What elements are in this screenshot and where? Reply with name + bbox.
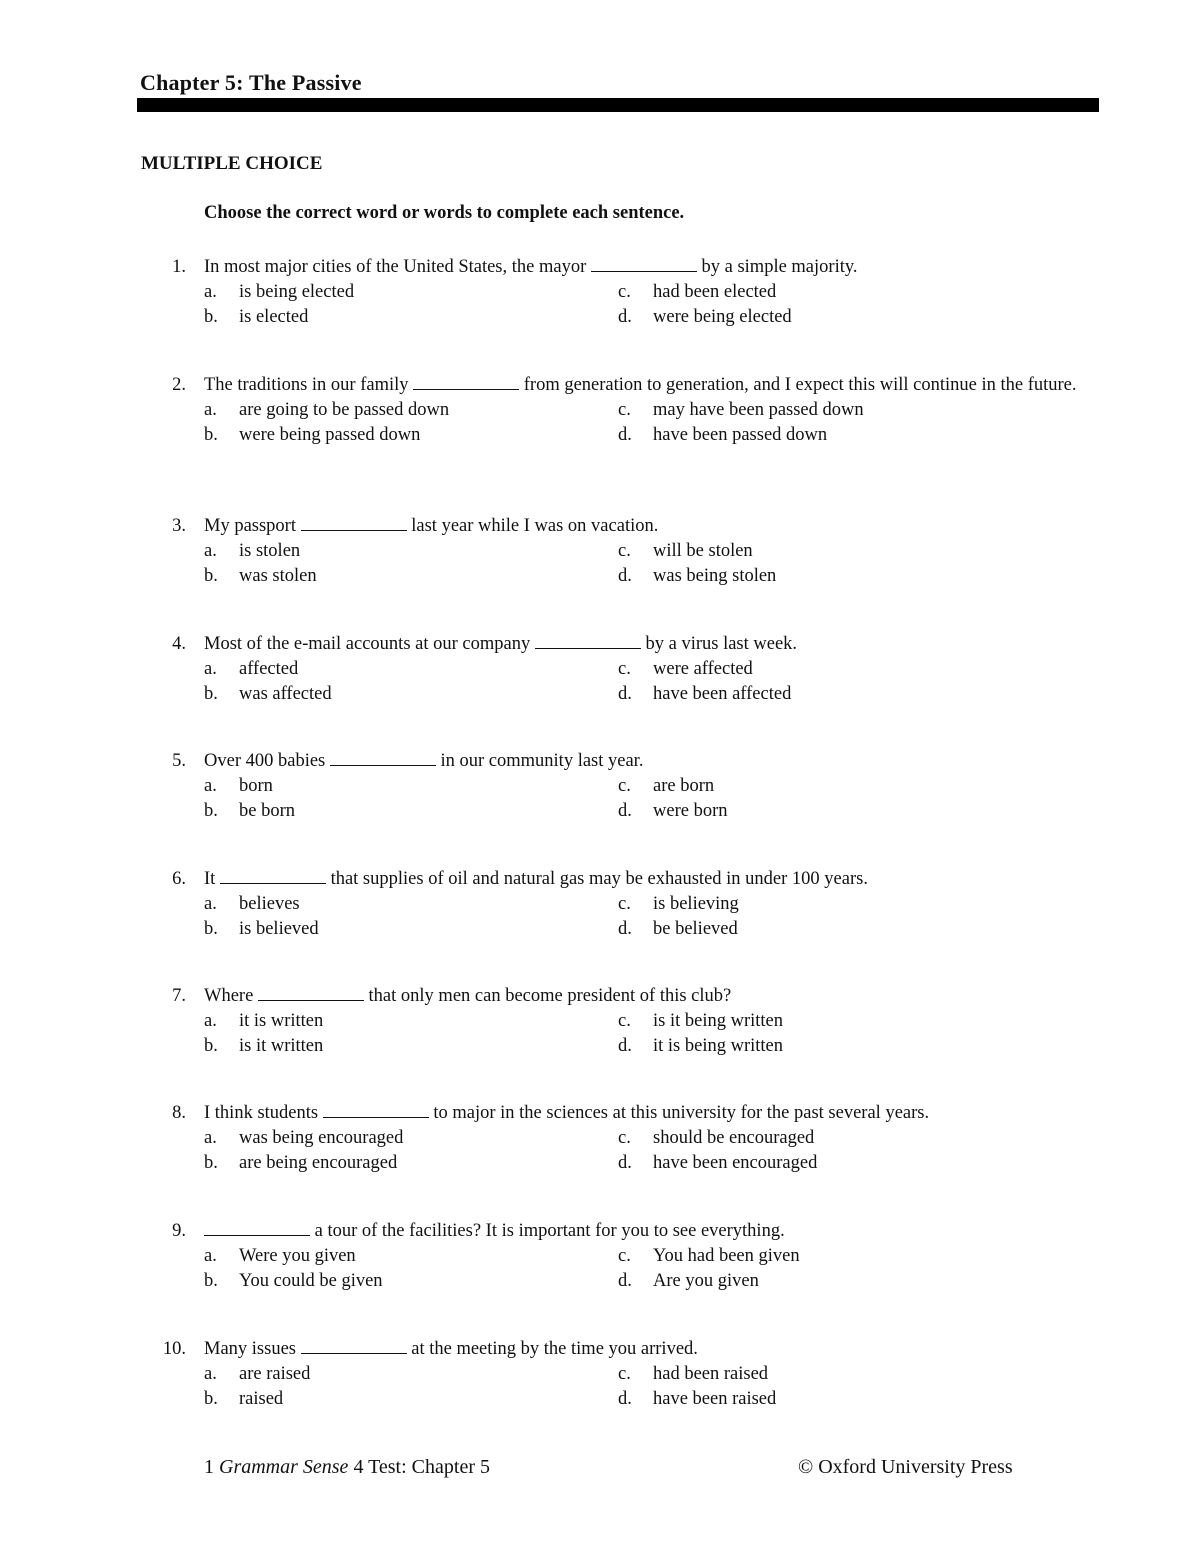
choice-group (150, 1009, 1100, 1059)
question-number: 10. (162, 1339, 186, 1359)
answer-choice (618, 1034, 783, 1059)
choice-group (150, 657, 1100, 707)
choice-letter: b. (204, 424, 218, 445)
choice-text: Were you given (239, 1245, 356, 1266)
choice-letter: d. (618, 1270, 632, 1291)
choice-text: have been affected (653, 683, 792, 704)
choice-group (150, 892, 1100, 942)
choice-text: is being elected (239, 281, 355, 302)
answer-choice (204, 423, 420, 448)
question-stem-row (150, 1219, 1100, 1244)
choice-letter: b. (204, 1152, 218, 1173)
choice-text: is elected (239, 306, 309, 327)
answer-choice (204, 305, 308, 330)
choice-letter: b. (204, 306, 218, 327)
question-stem (204, 751, 643, 771)
answer-choice (204, 1034, 323, 1059)
choice-letter: a. (204, 1010, 217, 1031)
answer-choice (618, 917, 738, 942)
question-item (150, 1101, 1100, 1176)
answer-choice (204, 892, 300, 917)
title-rule (137, 98, 1099, 112)
answer-blank (330, 749, 436, 766)
question-number: 4. (172, 634, 186, 654)
answer-choice (618, 1126, 814, 1151)
choice-group (150, 1244, 1100, 1294)
choice-letter: a. (204, 1363, 217, 1384)
book-title: Grammar Sense (219, 1456, 349, 1478)
choice-letter: c. (618, 1010, 631, 1031)
stem-text-before: I think students (204, 1103, 319, 1123)
answer-blank (413, 373, 519, 390)
question-item (150, 632, 1100, 707)
choice-letter: d. (618, 800, 632, 821)
stem-text-after: last year while I was on vacation. (411, 516, 659, 536)
choice-text: is stolen (239, 540, 301, 561)
question-item (150, 255, 1100, 330)
choice-text: is believed (239, 918, 319, 939)
answer-choice (618, 564, 776, 589)
page-number: 1 (204, 1456, 214, 1478)
choice-letter: c. (618, 540, 631, 561)
choice-letter: a. (204, 893, 217, 914)
question-item (150, 984, 1100, 1059)
choice-text: is it written (239, 1035, 324, 1056)
stem-text-after: by a virus last week. (645, 634, 798, 654)
question-number: 6. (172, 869, 186, 889)
answer-blank (301, 514, 407, 531)
choice-text: were affected (653, 658, 753, 679)
choice-text: be believed (653, 918, 738, 939)
stem-text-before: Over 400 babies (204, 751, 326, 771)
test-label: 4 Test: Chapter 5 (353, 1456, 490, 1478)
question-stem (204, 516, 658, 536)
question-number: 2. (172, 375, 186, 395)
question-stem (204, 1221, 785, 1241)
choice-letter: a. (204, 775, 217, 796)
question-number: 7. (172, 986, 186, 1006)
answer-choice (618, 1362, 768, 1387)
question-stem-row (150, 255, 1100, 280)
choice-text: had been elected (653, 281, 777, 302)
question-stem (204, 634, 797, 654)
instructions: Choose the correct word or words to complete each sentence. (204, 203, 685, 223)
answer-choice (204, 682, 332, 707)
question-number: 1. (172, 257, 186, 277)
choice-letter: b. (204, 918, 218, 939)
question-stem-row (150, 1101, 1100, 1126)
choice-letter: a. (204, 281, 217, 302)
choice-letter: c. (618, 1127, 631, 1148)
question-stem-row (150, 749, 1100, 774)
answer-choice (204, 1126, 403, 1151)
stem-text-before: Many issues (204, 1339, 296, 1359)
choice-letter: a. (204, 540, 217, 561)
question-item (150, 1219, 1100, 1294)
answer-choice (204, 1151, 397, 1176)
choice-text: be born (239, 800, 295, 821)
chapter-title: Chapter 5: The Passive (140, 70, 362, 95)
choice-text: born (239, 775, 273, 796)
choice-group (150, 539, 1100, 589)
choice-letter: d. (618, 683, 632, 704)
choice-letter: d. (618, 1152, 632, 1173)
choice-text: is it being written (653, 1010, 783, 1031)
answer-choice (618, 1387, 776, 1412)
choice-letter: d. (618, 565, 632, 586)
answer-choice (204, 799, 295, 824)
choice-text: is believing (653, 893, 739, 914)
choice-letter: a. (204, 1245, 217, 1266)
choice-letter: c. (618, 1363, 631, 1384)
answer-blank (301, 1337, 407, 1354)
question-stem (204, 257, 858, 277)
choice-group (150, 774, 1100, 824)
stem-text-after: to major in the sciences at this university for the past several years. (433, 1103, 930, 1123)
choice-letter: b. (204, 683, 218, 704)
choice-letter: b. (204, 1270, 218, 1291)
stem-text-before: It (204, 869, 216, 889)
choice-text: may have been passed down (653, 399, 864, 420)
question-stem (204, 986, 731, 1006)
choice-text: You had been given (653, 1245, 800, 1266)
stem-text-after: a tour of the facilities? It is important for you to see everything. (314, 1221, 785, 1241)
question-stem-row (150, 632, 1100, 657)
choice-group (150, 1362, 1100, 1412)
choice-letter: c. (618, 399, 631, 420)
question-stem-row (150, 984, 1100, 1009)
choice-letter: b. (204, 1035, 218, 1056)
answer-blank (258, 984, 364, 1001)
choice-letter: d. (618, 1035, 632, 1056)
choice-text: were being elected (653, 306, 792, 327)
choice-letter: a. (204, 658, 217, 679)
choice-text: have been passed down (653, 424, 828, 445)
choice-text: had been raised (653, 1363, 769, 1384)
question-item (150, 1337, 1100, 1412)
question-item (150, 514, 1100, 589)
answer-choice (204, 564, 317, 589)
choice-letter: b. (204, 800, 218, 821)
answer-choice (618, 1244, 800, 1269)
answer-choice (618, 774, 714, 799)
answer-choice (618, 398, 864, 423)
choice-letter: a. (204, 399, 217, 420)
answer-blank (535, 632, 641, 649)
choice-letter: c. (618, 775, 631, 796)
choice-letter: a. (204, 1127, 217, 1148)
answer-choice (618, 1009, 783, 1034)
answer-choice (204, 280, 354, 305)
question-item (150, 373, 1100, 448)
answer-choice (204, 539, 300, 564)
choice-text: was stolen (239, 565, 317, 586)
choice-text: raised (239, 1388, 284, 1409)
choice-text: are going to be passed down (239, 399, 450, 420)
choice-text: have been encouraged (653, 1152, 818, 1173)
choice-text: were born (653, 800, 728, 821)
answer-choice (204, 398, 449, 423)
answer-choice (204, 1362, 310, 1387)
answer-choice (618, 657, 753, 682)
publisher-credit: © Oxford University Press (798, 1456, 1013, 1478)
question-stem (204, 375, 1077, 395)
answer-choice (204, 774, 273, 799)
stem-text-after: that only men can become president of this club? (368, 986, 732, 1006)
choice-group (150, 398, 1100, 448)
question-number: 8. (172, 1103, 186, 1123)
choice-letter: b. (204, 1388, 218, 1409)
stem-text-after: by a simple majority. (701, 257, 858, 277)
answer-choice (204, 1009, 323, 1034)
answer-choice (618, 539, 753, 564)
answer-choice (618, 799, 727, 824)
answer-choice (618, 423, 827, 448)
choice-text: will be stolen (653, 540, 753, 561)
answer-choice (618, 280, 776, 305)
question-stem-row (150, 1337, 1100, 1362)
choice-text: Are you given (653, 1270, 759, 1291)
stem-text-after: at the meeting by the time you arrived. (411, 1339, 698, 1359)
choice-text: was affected (239, 683, 332, 704)
answer-choice (204, 1244, 356, 1269)
stem-text-before: My passport (204, 516, 296, 536)
answer-choice (618, 305, 792, 330)
stem-text-before: In most major cities of the United States, the mayor (204, 257, 587, 277)
answer-choice (204, 1387, 283, 1412)
question-stem-row (150, 867, 1100, 892)
choice-text: are raised (239, 1363, 311, 1384)
section-heading: MULTIPLE CHOICE (141, 153, 323, 174)
question-item (150, 749, 1100, 824)
stem-text-after: from generation to generation, and I expect this will continue in the future. (523, 375, 1077, 395)
choice-text: was being stolen (653, 565, 777, 586)
choice-text: should be encouraged (653, 1127, 815, 1148)
answer-choice (618, 1269, 759, 1294)
stem-text-before: Most of the e-mail accounts at our company (204, 634, 531, 654)
choice-letter: d. (618, 1388, 632, 1409)
choice-text: have been raised (653, 1388, 777, 1409)
choice-letter: c. (618, 281, 631, 302)
choice-text: affected (239, 658, 299, 679)
question-stem-row (150, 514, 1100, 539)
question-stem (204, 869, 868, 889)
choice-text: are being encouraged (239, 1152, 398, 1173)
choice-letter: c. (618, 658, 631, 679)
answer-choice (618, 1151, 817, 1176)
stem-text-after: that supplies of oil and natural gas may be exhausted in under 100 years. (330, 869, 868, 889)
choice-text: believes (239, 893, 300, 914)
question-stem (204, 1339, 698, 1359)
stem-text-before: The traditions in our family (204, 375, 409, 395)
choice-text: are born (653, 775, 715, 796)
answer-choice (204, 657, 298, 682)
choice-letter: d. (618, 306, 632, 327)
choice-text: You could be given (239, 1270, 383, 1291)
answer-blank (591, 255, 697, 272)
choice-letter: c. (618, 893, 631, 914)
choice-letter: b. (204, 565, 218, 586)
answer-choice (204, 917, 319, 942)
choice-text: was being encouraged (239, 1127, 404, 1148)
answer-blank (204, 1219, 310, 1236)
choice-group (150, 1126, 1100, 1176)
answer-choice (204, 1269, 383, 1294)
answer-blank (323, 1101, 429, 1118)
choice-text: were being passed down (239, 424, 421, 445)
question-number: 3. (172, 516, 186, 536)
question-stem-row (150, 373, 1100, 398)
choice-text: it is being written (653, 1035, 783, 1056)
choice-letter: d. (618, 918, 632, 939)
answer-blank (220, 867, 326, 884)
answer-choice (618, 892, 739, 917)
choice-letter: c. (618, 1245, 631, 1266)
choice-letter: d. (618, 424, 632, 445)
stem-text-before: Where (204, 986, 254, 1006)
stem-text-after: in our community last year. (440, 751, 644, 771)
question-number: 9. (172, 1221, 186, 1241)
choice-group (150, 280, 1100, 330)
choice-text: it is written (239, 1010, 324, 1031)
question-number: 5. (172, 751, 186, 771)
question-item (150, 867, 1100, 942)
footer-left (204, 1456, 490, 1479)
answer-choice (618, 682, 791, 707)
question-stem (204, 1103, 929, 1123)
